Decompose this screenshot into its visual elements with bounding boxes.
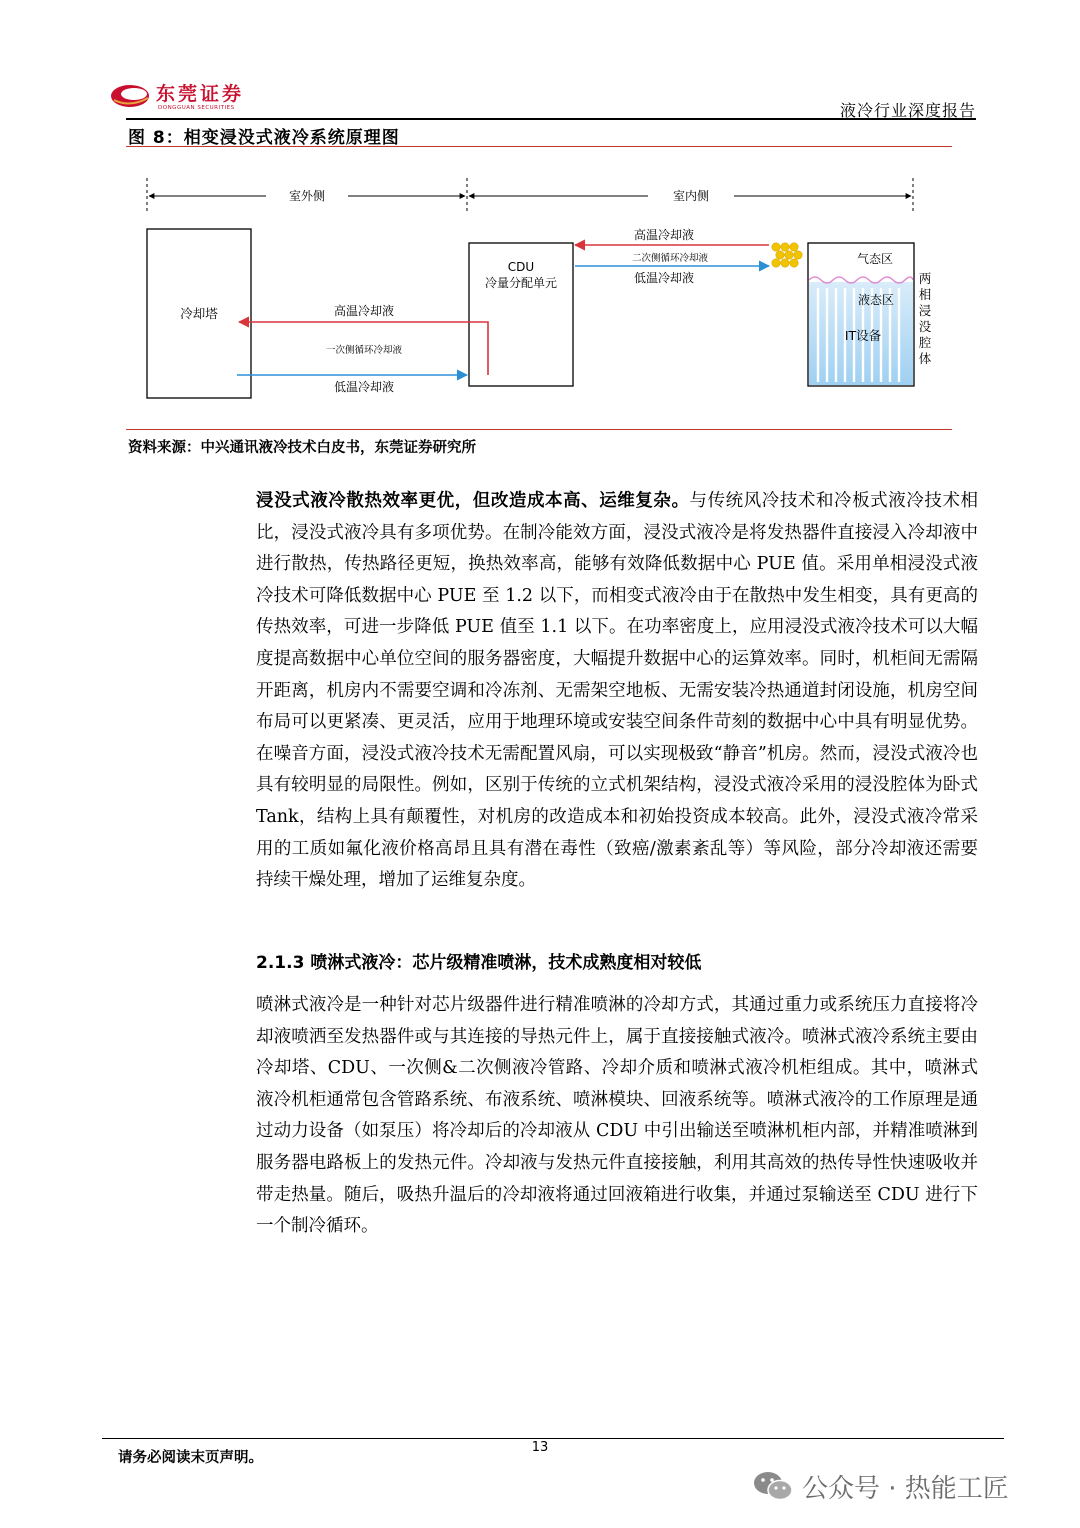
primary-cold-label: 低温冷却液 xyxy=(333,380,395,394)
paragraph-immersion xyxy=(256,486,978,897)
chamber-char-5: 腔 xyxy=(918,335,932,350)
chamber-char-4: 没 xyxy=(918,319,932,334)
chamber-char-1: 两 xyxy=(918,271,932,286)
figure-title: 图 8：相变浸没式液冷系统原理图 xyxy=(128,128,400,148)
immersion-cooling-diagram xyxy=(126,170,952,410)
it-equipment-label: IT设备 xyxy=(844,328,882,343)
paragraph-immersion-text: 与传统风冷技术和冷板式液冷技术相比，浸没式液冷具有多项优势。在制冷能效方面，浸没式液冷是将发热器件直接浸入冷却液中进行散热，传热路径更短，换热效率高，能够有效降低数据中心 PUE 值。采用单相浸没式液冷技术可降低数据中心 PUE 至 1.2 以下，而相变式液冷由于在散热中发生相变，具有更高的传热效率，可进一步降低 PUE 值至 1.1 以下。在功率密度上，应用浸没式液冷技术可以大幅度提高数据中心单位空间的服务器密度，大幅提升数据中心的运算效率。同时，机柜间无需隔开距离，机房内不需要空调和冷冻剂、无需架空地板、无需安装冷热通道封闭设施，机房空间布局可以更紧凑、更灵活，应用于地理环境或安装空间条件苛刻的数据中心中具有明显优势。在噪音方面，浸没式液冷技术无需配置风扇，可以实现极致“静音”机房。然而，浸没式液冷也具有较明显的局限性。例如，区别于传统的立式机架结构，浸没式液冷采用的浸没腔体为卧式 Tank，结构上具有颠覆性，对机房的改造成本和初始投资成本较高。此外，浸没式液冷常采用的工质如氟化液价格高昂且具有潜在毒性（致癌/激素紊乱等）等风险，部分冷却液还需要持续干燥处理，增加了运维复杂度。 xyxy=(256,491,979,891)
footer-disclaimer: 请务必阅读末页声明。 xyxy=(118,1450,263,1466)
section-heading-spray: 2.1.3 喷淋式液冷：芯片级精准喷淋，技术成熟度相对较低 xyxy=(256,953,702,973)
indoor-label: 室内侧 xyxy=(672,189,710,203)
gas-zone-label: 气态区 xyxy=(856,252,894,266)
outdoor-label: 室外侧 xyxy=(288,189,326,203)
logo-brand-cn: 东莞证券 xyxy=(156,83,245,105)
footer-divider xyxy=(102,1438,1004,1439)
dongguan-securities-logo xyxy=(108,78,278,112)
vapor-bubbles xyxy=(772,243,802,267)
chamber-vertical-label xyxy=(919,271,932,366)
header-divider xyxy=(126,118,976,120)
logo-brand-en: DONGGUAN SECURITIES xyxy=(158,105,235,111)
page-number: 13 xyxy=(531,1440,549,1455)
chamber-char-2: 相 xyxy=(918,287,932,302)
watermark-text: 公众号 · 热能工匠 xyxy=(802,1473,1009,1504)
liquid-zone-label: 液态区 xyxy=(857,293,895,307)
secondary-cold-label: 低温冷却液 xyxy=(633,271,695,285)
cdu-label-line1: CDU xyxy=(507,260,535,274)
cooling-tower-label: 冷却塔 xyxy=(180,306,218,321)
figure-source: 资料来源：中兴通讯液冷技术白皮书，东莞证券研究所 xyxy=(128,440,476,456)
secondary-loop-label: 二次侧循环冷却液 xyxy=(631,253,709,264)
wechat-watermark xyxy=(752,1466,1009,1506)
paragraph-spray: 喷淋式液冷是一种针对芯片级器件进行精准喷淋的冷却方式，其通过重力或系统压力直接将冷却液喷洒至发热器件或与其连接的导热元件上，属于直接接触式液冷。喷淋式液冷系统主要由冷却塔、CDU、一次侧&二次侧液冷管路、冷却介质和喷淋式液冷机柜组成。其中，喷淋式液冷机柜通常包含管路系统、布液系统、喷淋模块、回液系统等。喷淋式液冷的工作原理是通过动力设备（如泵压）将冷却后的冷却液从 CDU 中引出输送至喷淋机柜内部，并精准喷淋到服务器电路板上的发热元件。冷却液与发热元件直接接触，利用其高效的热传导性快速吸收并带走热量。随后，吸热升温后的冷却液将通过回液箱进行收集，并通过泵输送至 CDU 进行下一个制冷循环。 xyxy=(256,995,978,1237)
chamber-char-6: 体 xyxy=(918,351,932,366)
figure-top-divider xyxy=(126,146,952,147)
paragraph-immersion-lead: 浸没式液冷散热效率更优，但改造成本高、运维复杂。 xyxy=(256,491,690,511)
primary-hot-label: 高温冷却液 xyxy=(333,304,395,318)
primary-loop-label: 一次侧循环冷却液 xyxy=(325,345,403,356)
secondary-hot-label: 高温冷却液 xyxy=(633,228,695,242)
wechat-icon xyxy=(752,1469,794,1503)
chamber-char-3: 浸 xyxy=(918,303,932,318)
report-title: 液冷行业深度报告 xyxy=(839,101,976,120)
cdu-label-line2: 冷量分配单元 xyxy=(484,276,558,290)
figure-bottom-divider xyxy=(126,429,952,430)
